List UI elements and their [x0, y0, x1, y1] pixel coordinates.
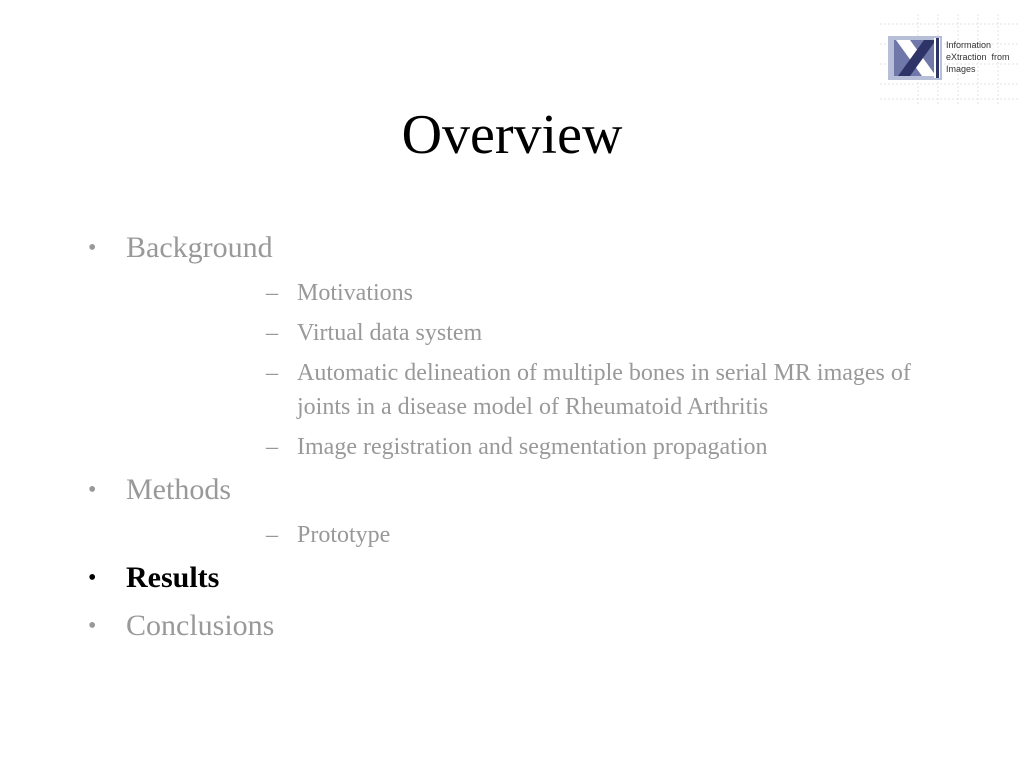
sub-item-label: Image registration and segmentation propagation [297, 434, 768, 460]
sub-item-motivations [126, 276, 1024, 310]
bullet-conclusions [0, 604, 1024, 648]
sub-item-label: Automatic delineation of multiple bones in serial MR images of joints in a disease model of Rheumatoid Arthritis [297, 360, 911, 420]
logo-text [946, 39, 1010, 75]
bullet-marker: • [88, 613, 97, 639]
sub-list [126, 518, 1024, 552]
dash-marker: – [266, 320, 278, 346]
sub-item-prototype [126, 518, 1024, 552]
logo-line-3: Images [946, 64, 976, 74]
bullet-label: Conclusions [126, 609, 275, 642]
bullet-list [0, 226, 1024, 648]
logo-line-1: Information [946, 40, 992, 50]
bullet-marker: • [88, 477, 97, 503]
sub-item-automatic-delineation [126, 356, 1024, 424]
bullet-marker: • [88, 565, 97, 591]
sub-item-label: Virtual data system [297, 320, 483, 346]
sub-item-label: Motivations [297, 280, 414, 306]
bullet-background [0, 226, 1024, 464]
ixi-logo [880, 14, 1018, 104]
sub-list [126, 276, 1024, 464]
bullet-results [0, 556, 1024, 600]
dash-marker: – [266, 522, 278, 548]
sub-item-image-registration [126, 430, 1024, 464]
sub-item-label: Prototype [297, 522, 391, 548]
bullet-label: Background [126, 231, 273, 264]
logo-line-2: eXtraction from [946, 52, 1010, 62]
dash-marker: – [266, 434, 278, 460]
bullet-label: Methods [126, 473, 231, 506]
slide-title: Overview [401, 104, 623, 166]
dash-marker: – [266, 360, 278, 386]
bullet-label: Results [126, 561, 220, 594]
bullet-methods [0, 468, 1024, 552]
bullet-marker: • [88, 235, 97, 261]
dash-marker: – [266, 280, 278, 306]
sub-item-virtual-data-system [126, 316, 1024, 350]
